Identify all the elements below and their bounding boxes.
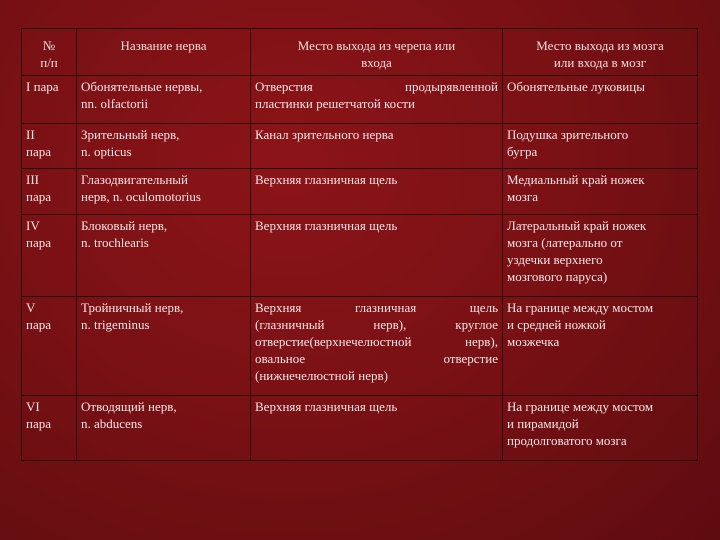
- cell-line: Отводящий нерв,: [81, 399, 177, 414]
- cell-num: [22, 124, 77, 169]
- table-row: [22, 124, 698, 169]
- cell-line: nn. olfactorii: [81, 96, 149, 111]
- cell-name: [77, 297, 251, 396]
- cell-line: VI: [26, 399, 40, 414]
- cell-line: Верхняя глазничная щель: [255, 399, 398, 414]
- header-exit-skull: [251, 29, 503, 76]
- cell-line: (нижнечелюстной нерв): [255, 368, 388, 383]
- cell-line: n. abducens: [81, 416, 143, 431]
- header-exit-brain-line-2: или входа в мозг: [553, 55, 647, 70]
- table-row: [22, 396, 698, 461]
- cell-line: n. trigeminus: [81, 317, 150, 332]
- cell-exit-brain: [503, 169, 698, 215]
- cell-exit-brain: [503, 76, 698, 124]
- cell-line: Латеральный край ножек: [507, 218, 647, 233]
- cell-line: отверстие(верхнечелюстной нерв),: [255, 334, 498, 349]
- cell-line: и средней ножкой: [507, 317, 606, 332]
- cell-exit-brain: [503, 215, 698, 297]
- cell-line: нерв, n. oculomotorius: [81, 189, 201, 204]
- cell-line: Глазодвигательный: [81, 172, 188, 187]
- cell-exit-brain: [503, 396, 698, 461]
- cell-line: пара: [26, 235, 51, 250]
- cell-line: пара: [26, 416, 51, 431]
- cell-line: Верхняя глазничная щель: [255, 218, 398, 233]
- cell-exit-skull: [251, 215, 503, 297]
- cell-line: мозгового паруса): [507, 269, 608, 284]
- table-row: [22, 76, 698, 124]
- cell-line: Зрительный нерв,: [81, 127, 180, 142]
- header-row: [22, 29, 698, 76]
- header-exit-skull-line-2: входа: [361, 55, 392, 70]
- header-name: [77, 29, 251, 76]
- cell-exit-skull: [251, 76, 503, 124]
- cell-exit-skull: [251, 297, 503, 396]
- cell-line: и пирамидой: [507, 416, 579, 431]
- cell-line: мозжечка: [507, 334, 560, 349]
- cell-num: [22, 215, 77, 297]
- header-exit-brain: [503, 29, 698, 76]
- header-num-line-1: №: [42, 38, 56, 53]
- cell-line: (глазничный нерв), круглое: [255, 317, 498, 332]
- header-num: [22, 29, 77, 76]
- cell-line: На границе между мостом: [507, 399, 654, 414]
- table-row: [22, 297, 698, 396]
- cell-name: [77, 124, 251, 169]
- cell-num: [22, 169, 77, 215]
- cell-name: [77, 396, 251, 461]
- cell-name: [77, 76, 251, 124]
- cell-line: Блоковый нерв,: [81, 218, 168, 233]
- cell-line: Обонятельные нервы,: [81, 79, 203, 94]
- cell-line: бугра: [507, 144, 538, 159]
- cell-line: I пара: [26, 79, 59, 94]
- cell-line: n. trochlearis: [81, 235, 149, 250]
- cell-line: III: [26, 172, 39, 187]
- cell-exit-brain: [503, 124, 698, 169]
- cell-line: мозга (латерально от: [507, 235, 623, 250]
- cell-line: Подушка зрительного: [507, 127, 629, 142]
- cell-num: [22, 297, 77, 396]
- cell-num: [22, 396, 77, 461]
- cell-exit-skull: [251, 169, 503, 215]
- cell-line: пара: [26, 144, 51, 159]
- cell-name: [77, 215, 251, 297]
- header-exit-skull-line-1: Место выхода из черепа или: [297, 38, 456, 53]
- cell-line: Обонятельные луковицы: [507, 79, 645, 94]
- table-row: [22, 215, 698, 297]
- cell-line: пара: [26, 317, 51, 332]
- cell-line: Верхняя глазничная щель: [255, 300, 498, 315]
- cell-line: Тройничный нерв,: [81, 300, 184, 315]
- cell-line: Канал зрительного нерва: [255, 127, 394, 142]
- cell-line: V: [26, 300, 36, 315]
- cell-line: IV: [26, 218, 40, 233]
- cell-line: n. opticus: [81, 144, 132, 159]
- cell-name: [77, 169, 251, 215]
- cell-exit-skull: [251, 124, 503, 169]
- cell-line: мозга: [507, 189, 538, 204]
- cell-line: продолговатого мозга: [507, 433, 627, 448]
- cell-exit-brain: [503, 297, 698, 396]
- cell-line: Медиальный край ножек: [507, 172, 645, 187]
- cell-line: овальное отверстие: [255, 351, 498, 366]
- cell-line: На границе между мостом: [507, 300, 654, 315]
- header-name-line-1: Название нерва: [120, 38, 207, 53]
- cell-line: Отверстия продырявленной: [255, 79, 498, 94]
- header-exit-brain-line-1: Место выхода из мозга: [536, 38, 664, 53]
- cell-line: II: [26, 127, 35, 142]
- cell-line: пара: [26, 189, 51, 204]
- cell-line: уздечки верхнего: [507, 252, 603, 267]
- table-row: [22, 169, 698, 215]
- cranial-nerves-table: [21, 28, 698, 461]
- header-num-line-2: п/п: [40, 55, 58, 70]
- cell-exit-skull: [251, 396, 503, 461]
- cell-line: Верхняя глазничная щель: [255, 172, 398, 187]
- cell-line: пластинки решетчатой кости: [255, 96, 415, 111]
- cell-num: [22, 76, 77, 124]
